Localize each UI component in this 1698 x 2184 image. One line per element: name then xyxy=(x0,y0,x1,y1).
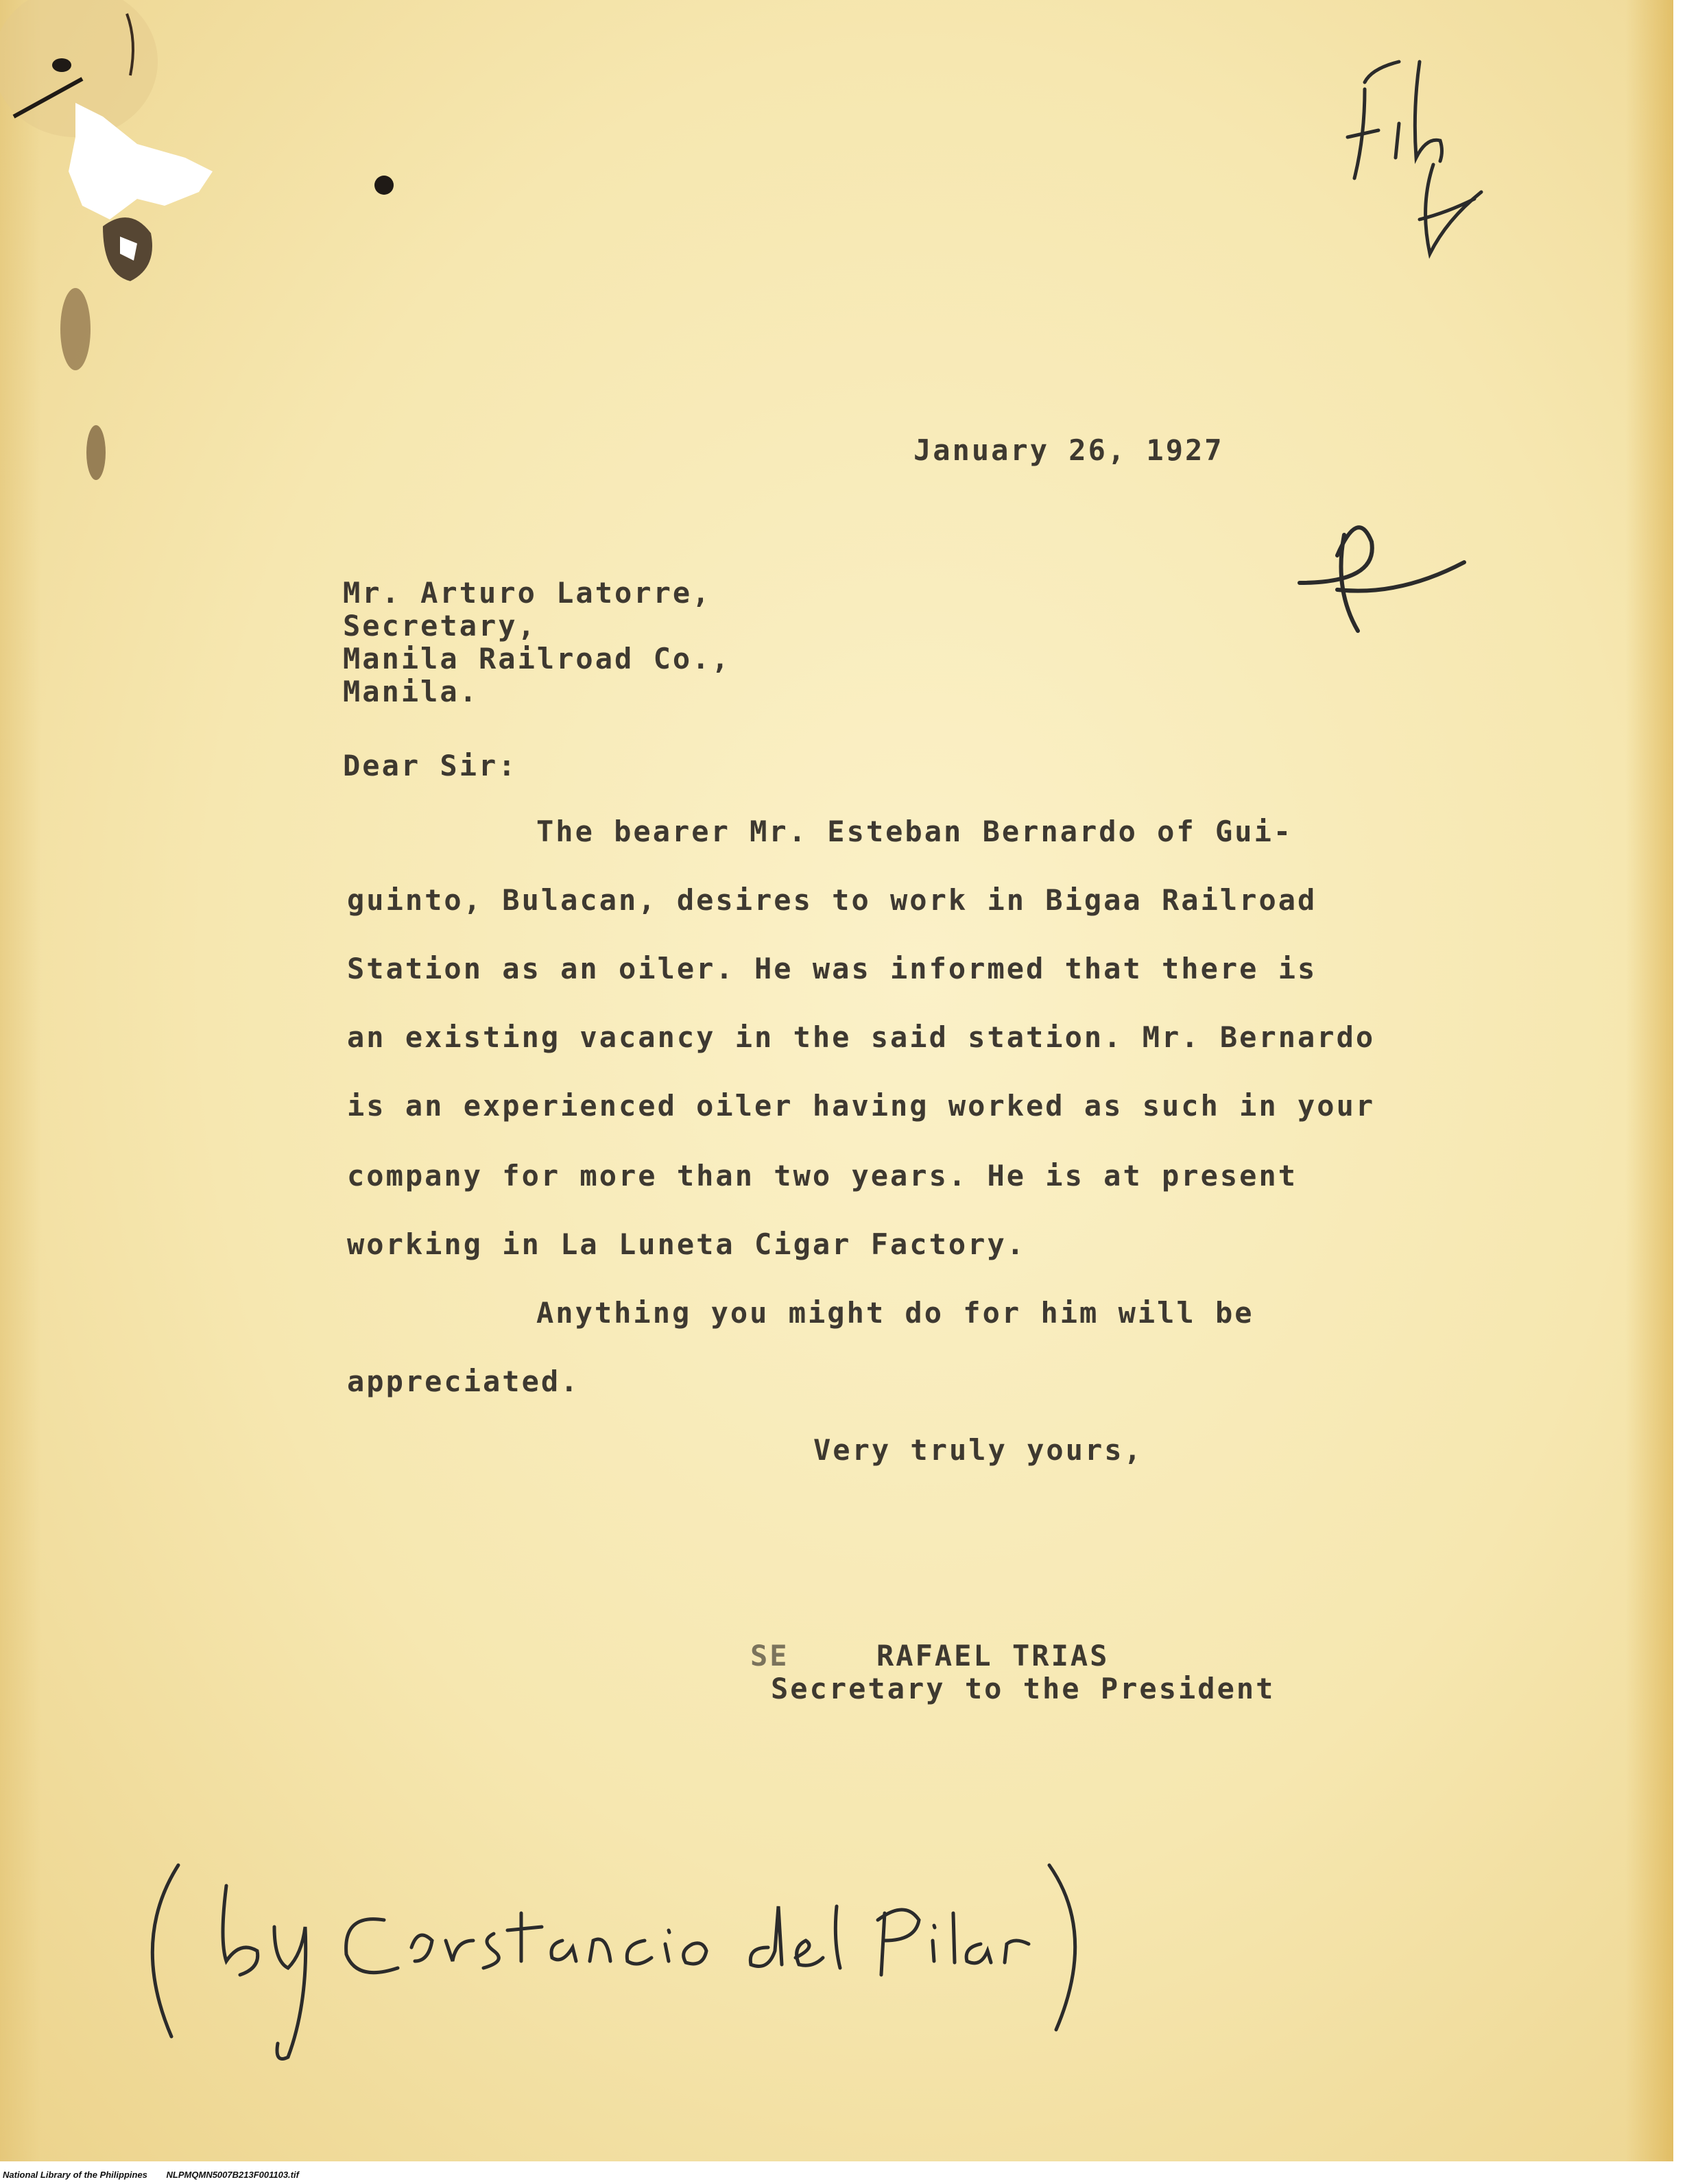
handwritten-initial-mark xyxy=(1300,527,1464,631)
addressee-company: Manila Railroad Co., xyxy=(343,642,731,675)
signature-initials: SE xyxy=(750,1639,789,1672)
body-line: is an experienced oiler having worked as such in your xyxy=(347,1089,1376,1123)
salutation: Dear Sir: xyxy=(343,749,518,782)
addressee-title: Secretary, xyxy=(343,609,537,643)
body-line: company for more than two years. He is at present xyxy=(347,1159,1298,1192)
archive-filename: NLPMQMN5007B213F001103.tif xyxy=(166,2170,299,2180)
signature-title: Secretary to the President xyxy=(771,1672,1276,1705)
body-line: appreciated. xyxy=(347,1365,580,1398)
body-line: working in La Luneta Cigar Factory. xyxy=(347,1227,1027,1261)
signature-name: RAFAEL TRIAS xyxy=(876,1639,1110,1672)
addressee-name: Mr. Arturo Latorre, xyxy=(343,576,712,610)
body-line: an existing vacancy in the said station. Mr. Bernardo xyxy=(347,1020,1376,1054)
addressee-city: Manila. xyxy=(343,675,479,708)
archive-footer xyxy=(3,2170,315,2180)
body-line: guinto, Bulacan, desires to work in Bigaa Railroad xyxy=(347,883,1317,917)
body-line: Station as an oiler. He was informed that there is xyxy=(347,952,1317,985)
body-line: Anything you might do for him will be xyxy=(536,1296,1254,1330)
closing: Very truly yours, xyxy=(813,1433,1143,1467)
body-line: The bearer Mr. Esteban Bernardo of Gui- xyxy=(536,815,1293,848)
letter-date: January 26, 1927 xyxy=(913,433,1224,467)
handwritten-bottom-note xyxy=(152,1865,1075,2059)
handwritten-file-note xyxy=(1348,62,1481,254)
archive-name: National Library of the Philippines xyxy=(3,2170,147,2180)
